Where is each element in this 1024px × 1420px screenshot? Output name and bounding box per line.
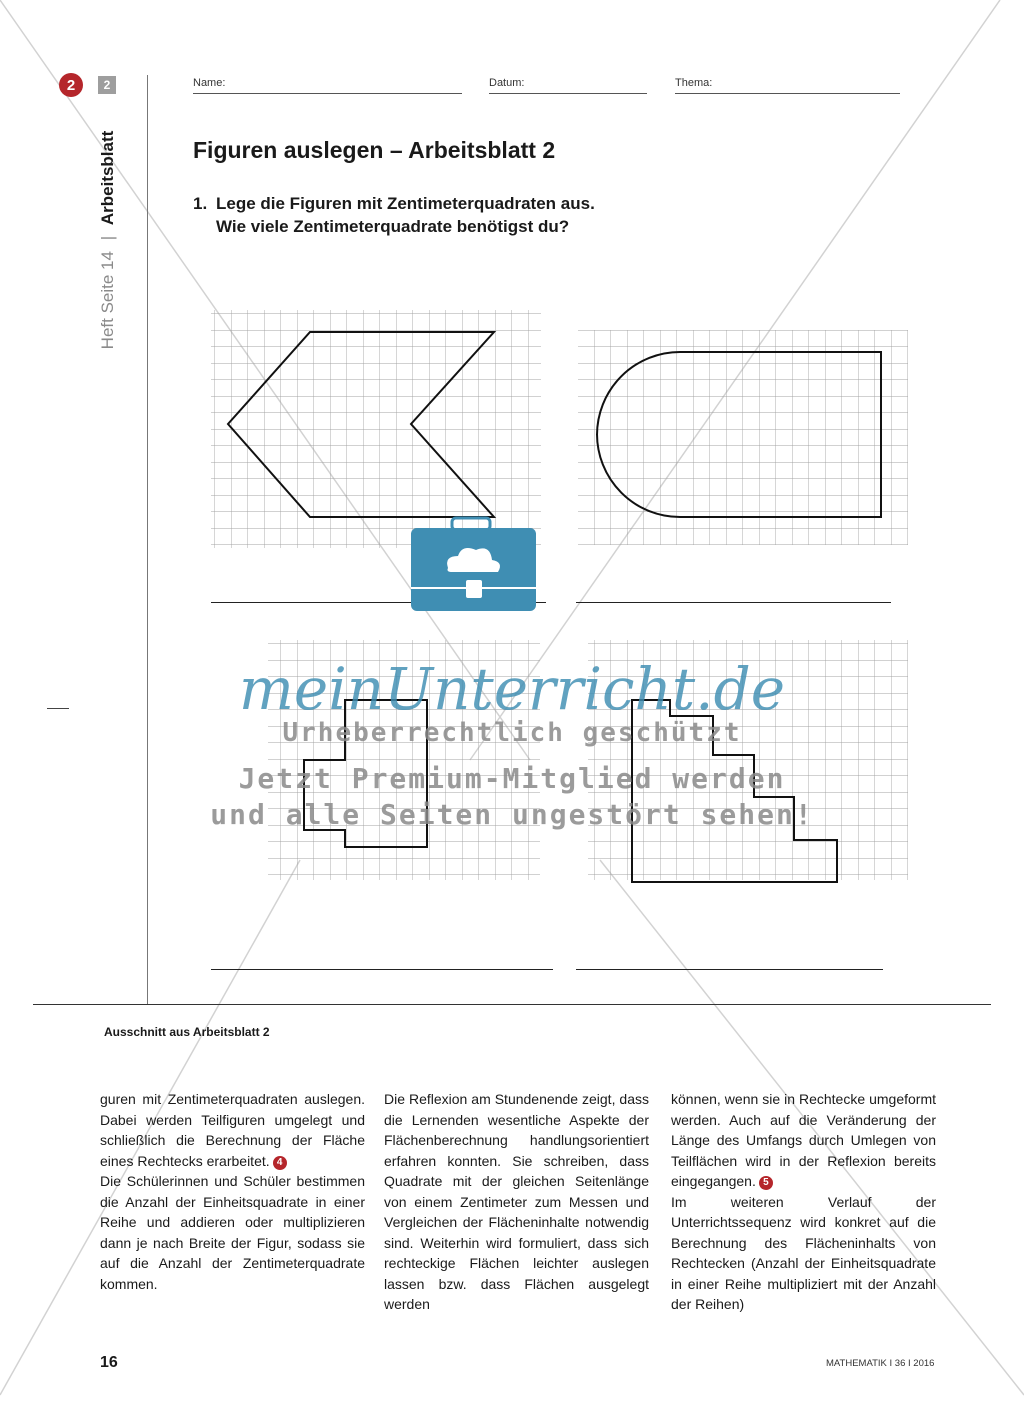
column-1-part-1: guren mit Zentimeterquadraten auslegen. Dabei werden Teilfiguren umgelegt und schließlich die Berechnung der Fläche eines Rechtecks erarbeitet. [100, 1091, 365, 1169]
task-line-2: Wie viele Zentimeterquadrate benötigst du? [216, 217, 570, 236]
page-number: 16 [100, 1354, 118, 1371]
watermark-logo: meinUnterricht.de [238, 655, 786, 723]
journal-name: MATHEMATIK [826, 1358, 887, 1369]
side-label-light: Heft Seite 14 [98, 251, 117, 350]
task-line-1: Lege die Figuren mit Zentimeterquadraten aus. [216, 194, 595, 213]
answer-line-2[interactable] [576, 602, 891, 603]
grid-1 [211, 310, 541, 548]
briefcase-icon [408, 516, 540, 616]
column-2-text: Die Reflexion am Stundenende zeigt, dass die Lernenden wesentliche Aspekte der Flächenberechnung handlungsorientiert erfahren konnten. Sie schreiben, dass Quadrate mit der gleichen Seitenlänge von einem Zentimeter zum Messen und Vergleichen der Flächeninhalte notwendig sind. Weiterhin wird formuliert, dass sich rechteckige Flächen leichter auslegen lassen bzw. dass Flächen ausgelegt werden [384, 1091, 649, 1312]
answer-line-3[interactable] [211, 969, 553, 970]
watermark-line-3: und alle Seiten ungestört sehen! [210, 798, 814, 831]
task-number: 1. [193, 194, 208, 213]
figure-caption: Ausschnitt aus Arbeitsblatt 2 [104, 1025, 270, 1039]
journal-year: 2016 [913, 1358, 935, 1369]
footer-sep-1: I [889, 1358, 893, 1369]
section-divider [33, 1004, 991, 1005]
chapter-badge: 2 [59, 73, 83, 97]
section-badge: 2 [98, 76, 116, 94]
footer-sep-2: I [908, 1358, 911, 1369]
topic-label: Thema: [675, 77, 713, 89]
answer-line-4[interactable] [576, 969, 883, 970]
worksheet-title: Figuren auslegen – Arbeitsblatt 2 [193, 137, 556, 163]
column-3-part-1: können, wenn sie in Rechtecke umgeformt werden. Auch auf die Veränderung der Länge des Umfangs durch Umlegen von Teilflächen wird in der Reflexion bereits eingegangen. [671, 1091, 936, 1189]
side-label-bold: Arbeitsblatt [98, 130, 117, 226]
side-label-separator: | [98, 235, 117, 241]
reference-badge-4: 4 [273, 1156, 287, 1170]
column-3-part-2: Im weiteren Verlauf der Unterrichtssequenz wird konkret auf die Berechnung des Flächeninhalts von Rechtecken (Anzahl der Einheitsquadrate in einer Reihe multipliziert mit der Anzahl der Reihen) [671, 1193, 936, 1312]
journal-issue: 36 [894, 1358, 906, 1369]
date-label: Datum: [489, 77, 525, 89]
watermark-line-1: Urheberrechtlich geschützt [282, 718, 742, 748]
text-column-1 [100, 1089, 365, 1294]
column-1-part-2: Die Schülerinnen und Schüler bestimmen die Anzahl der Einheitsquadrate in einer Reihe und addieren oder multiplizieren dann je nach Breite der Figur, sodass sie auf die Anzahl der Zentimeterquadrate kommen. [100, 1173, 365, 1292]
grid-2 [578, 330, 908, 545]
journal-footer [826, 1358, 934, 1369]
watermark-line-2: Jetzt Premium-Mitglied werden [238, 762, 786, 795]
text-column-2 [384, 1089, 649, 1315]
text-column-3 [671, 1089, 936, 1315]
name-label: Name: [193, 77, 226, 89]
reference-badge-5: 5 [759, 1176, 773, 1190]
